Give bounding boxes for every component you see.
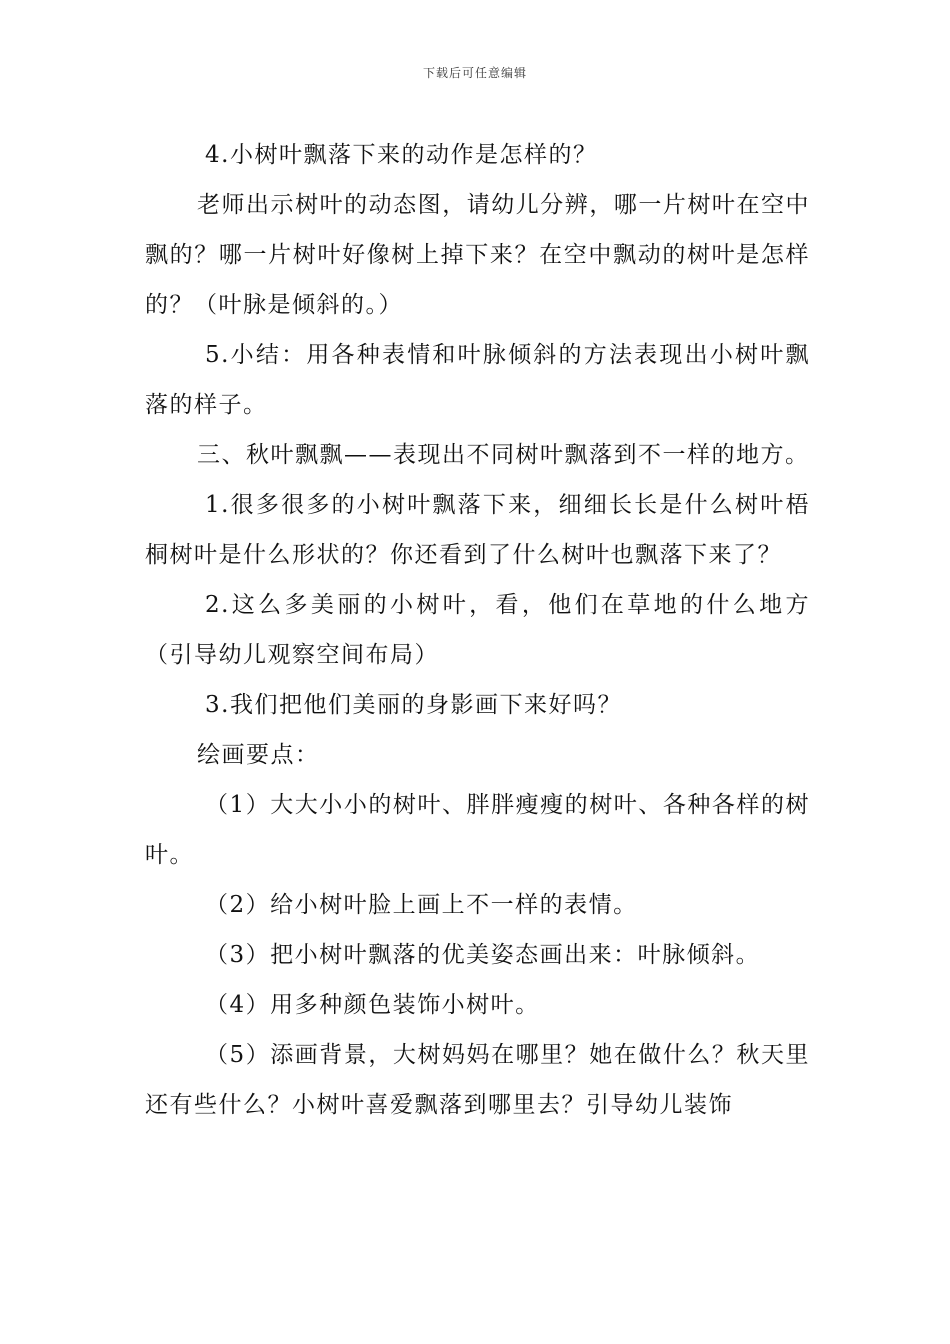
paragraph-question-4: 4.小树叶飘落下来的动作是怎样的？ [205,142,598,168]
paragraph-point-5: （5）添画背景，大树妈妈在哪里？她在做什么？秋天里还有些什么？小树叶喜爱飘落到哪里去？引导幼儿装饰 [145,1042,810,1118]
paragraph-point-3: （3）把小树叶飘落的优美姿态画出来：叶脉倾斜。 [205,942,761,968]
paragraph-teacher-shows: 老师出示树叶的动态图，请幼儿分辨，哪一片树叶在空中飘的？哪一片树叶好像树上掉下来？在空中飘动的树叶是怎样的？（叶脉是倾斜的。） [145,192,810,318]
paragraph-item-2: 2.这么多美丽的小树叶，看，他们在草地的什么地方（引导幼儿观察空间布局） [145,592,810,668]
paragraph-summary-5: 5.小结：用各种表情和叶脉倾斜的方法表现出小树叶飘落的样子。 [145,342,810,418]
paragraph-point-2: （2）给小树叶脸上画上不一样的表情。 [205,892,638,918]
paragraph-section-three: 三、秋叶飘飘——表现出不同树叶飘落到不一样的地方。 [197,442,810,468]
paragraph-item-3: 3.我们把他们美丽的身影画下来好吗？ [205,692,622,718]
document-body [145,130,810,1130]
page-header: 下载后可任意编辑 [422,66,527,80]
paragraph-point-1: （1）大大小小的树叶、胖胖瘦瘦的树叶、各种各样的树叶。 [145,792,810,868]
paragraph-item-1: 1.很多很多的小树叶飘落下来，细细长长是什么树叶梧桐树叶是什么形状的？你还看到了什么树叶也飘落下来了？ [145,492,810,568]
paragraph-point-4: （4）用多种颜色装饰小树叶。 [205,992,540,1018]
paragraph-drawing-points: 绘画要点： [197,742,320,768]
